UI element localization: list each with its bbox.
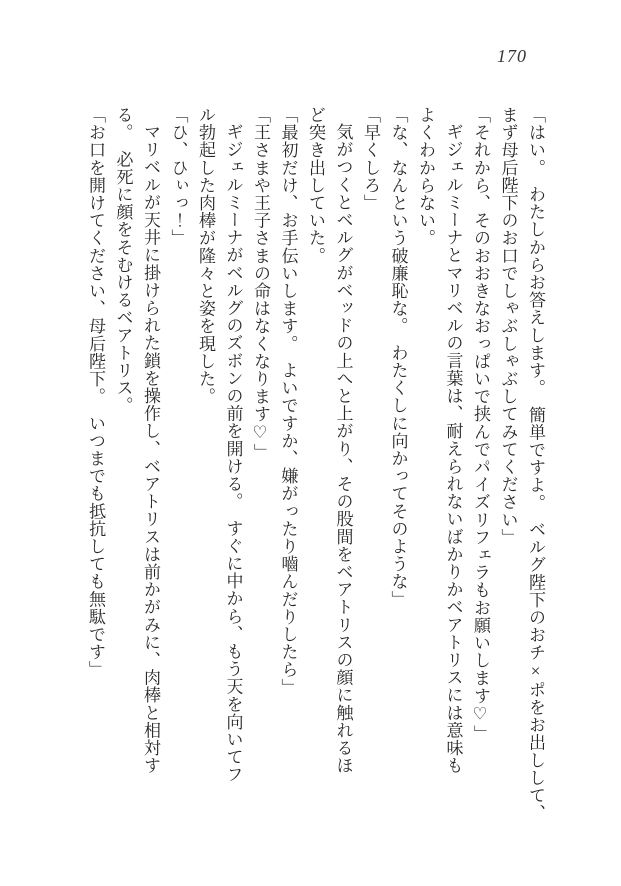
text-line: る。 必死に顔をそむけるベアトリス。 bbox=[113, 106, 133, 415]
text-block bbox=[82, 106, 550, 822]
text-line: ギジェルミーナとマリベルの言葉は、耐えられないばかりかベアトリスには意味も bbox=[443, 123, 463, 775]
text-line: 「早くしろ」 bbox=[361, 106, 380, 212]
text-line: まず母后陛下のお口でしゃぶしゃぶしてみてください」 bbox=[498, 106, 518, 546]
text-line: ル勃起した肉棒が隆々と姿を現した。 bbox=[196, 106, 215, 406]
text-line: 「お口を開けてください、母后陛下。 いつまでも抵抗しても無駄です」 bbox=[86, 106, 105, 679]
page-number: 170 bbox=[497, 46, 527, 66]
text-line: よくわからない。 bbox=[416, 106, 435, 247]
text-line: 「それから、そのおおきなおっぱいで挟んでパイズリフェラもお願いします♡」 bbox=[471, 106, 490, 743]
text-line: 「最初だけ、お手伝いします。 よいですか、嫌がったり嚙んだりしたら」 bbox=[278, 106, 298, 696]
text-line: 気がつくとベルグがベッドの上へと上がり、その股間をベアトリスの顔に触れるほ bbox=[333, 123, 353, 775]
text-line: ど突き出していた。 bbox=[306, 106, 325, 265]
text-line: 「ひ、ひぃっ！」 bbox=[168, 106, 188, 247]
text-line: 「王さまや王子さまの命はなくなります♡」 bbox=[251, 106, 270, 461]
text-line: ギジェルミーナがベルグのズボンの前を開ける。 すぐに中から、もう天を向いてフ bbox=[223, 123, 243, 784]
text-line: 「はい。 わたしからお答えします。 簡単ですよ。 ベルグ陛下のおチ×ポをお出しして、 bbox=[526, 106, 545, 822]
text-line: 「な、なんという破廉恥な。 わたくしに向かってそのような」 bbox=[388, 106, 408, 608]
text-line: マリベルが天井に掛けられた鎖を操作し、ベアトリスは前かがみに、肉棒と相対す bbox=[141, 123, 160, 775]
